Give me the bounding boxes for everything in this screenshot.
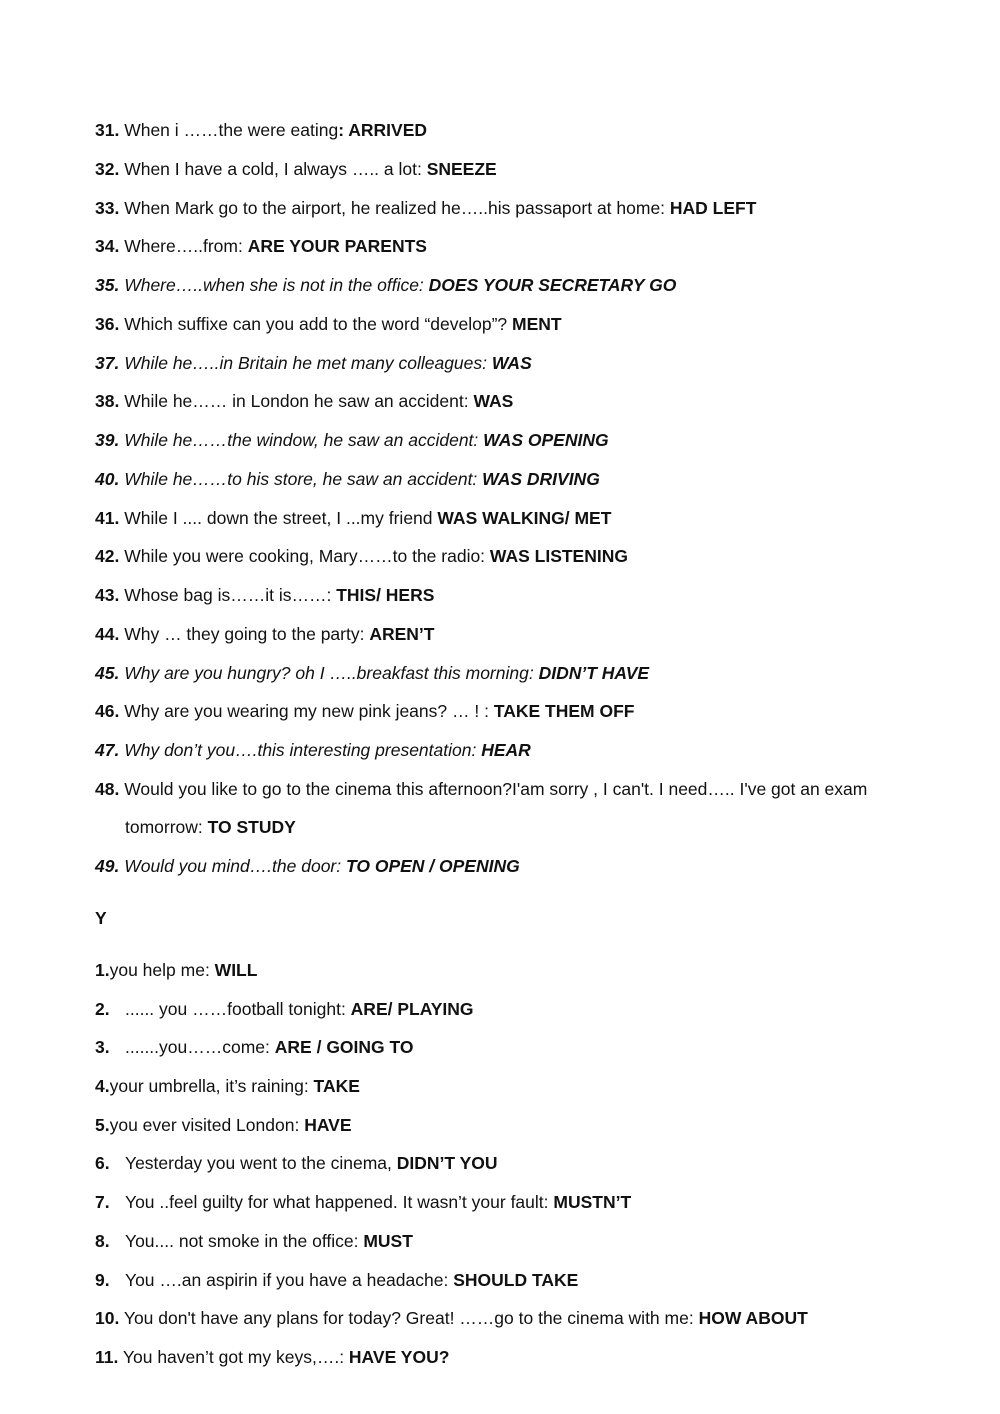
list-item — [95, 998, 935, 1020]
item-number: 38. — [95, 391, 120, 411]
item-number: 33. — [95, 198, 120, 218]
item-answer: WAS — [491, 353, 532, 373]
item-answer: HAD LEFT — [669, 198, 757, 218]
item-answer: MENT — [512, 314, 562, 334]
item-number: 11. — [95, 1347, 119, 1367]
item-question: When i ……the were eating — [124, 120, 339, 140]
item-question: your umbrella, it’s raining: — [109, 1076, 314, 1096]
item-question: You don't have any plans for today? Great! ……go to the cinema with me: — [123, 1308, 699, 1328]
list-item-continuation — [125, 816, 965, 838]
item-number: 46. — [95, 701, 120, 721]
list-item — [95, 778, 935, 800]
item-number: 47. — [95, 740, 120, 760]
list-item — [95, 700, 935, 722]
item-number: 32. — [95, 159, 120, 179]
item-number: 43. — [95, 585, 120, 605]
item-question: Yesterday you went to the cinema, — [125, 1153, 397, 1173]
item-answer: HOW ABOUT — [698, 1308, 808, 1328]
list-item — [95, 468, 935, 490]
item-number: 34. — [95, 236, 120, 256]
item-answer: HAVE — [304, 1115, 352, 1135]
item-answer: HEAR — [481, 740, 531, 760]
item-question: While he…..in Britain he met many colleagues: — [124, 353, 492, 373]
item-answer: WAS LISTENING — [489, 546, 628, 566]
item-answer: TO STUDY — [207, 817, 296, 837]
item-question: While I .... down the street, I ...my friend — [124, 508, 438, 528]
item-answer: AREN’T — [369, 624, 435, 644]
item-answer: TAKE THEM OFF — [493, 701, 635, 721]
item-question: Where…..when she is not in the office: — [124, 275, 429, 295]
item-question: Why are you hungry? oh I …..breakfast this morning: — [124, 663, 539, 683]
list-item — [95, 390, 935, 412]
item-question: While you were cooking, Mary……to the radio: — [124, 546, 490, 566]
list-item — [95, 1152, 935, 1174]
item-number: 35. — [95, 275, 120, 295]
list-item — [95, 855, 935, 877]
list-item — [95, 158, 935, 180]
item-question: While he……the window, he saw an accident: — [124, 430, 484, 450]
item-number: 31. — [95, 120, 120, 140]
list-item — [95, 1307, 935, 1329]
item-question: Would you mind….the door: — [124, 856, 346, 876]
list-item — [95, 1346, 935, 1368]
list-item — [95, 235, 935, 257]
list-item — [95, 1269, 935, 1291]
item-number: 3. — [95, 1037, 110, 1057]
list-item — [95, 959, 935, 981]
list-item — [95, 1191, 935, 1213]
list-item — [95, 429, 935, 451]
item-number: 40. — [95, 469, 120, 489]
item-number: 10. — [95, 1308, 120, 1328]
item-separator: : — [338, 120, 349, 140]
item-answer: DIDN’T YOU — [396, 1153, 498, 1173]
list-item — [95, 739, 935, 761]
item-number: 41. — [95, 508, 120, 528]
list-item — [95, 584, 935, 606]
item-question: You.... not smoke in the office: — [125, 1231, 364, 1251]
list-item — [95, 274, 935, 296]
item-number: 49. — [95, 856, 120, 876]
item-question: Whose bag is……it is……: — [124, 585, 337, 605]
item-number: 42. — [95, 546, 120, 566]
item-answer: TO OPEN / OPENING — [345, 856, 520, 876]
item-answer: WAS — [473, 391, 514, 411]
item-question: you help me: — [109, 960, 215, 980]
item-question: Why don’t you….this interesting presentation: — [124, 740, 482, 760]
item-question: When Mark go to the airport, he realized he…..his passaport at home: — [124, 198, 670, 218]
item-answer: HAVE YOU? — [348, 1347, 450, 1367]
list-item — [95, 507, 935, 529]
item-number: 7. — [95, 1192, 110, 1212]
item-question: .......you……come: — [125, 1037, 275, 1057]
item-question: Why … they going to the party: — [124, 624, 370, 644]
item-question: Would you like to go to the cinema this afternoon?I'am sorry , I can't. I need….. I've got an exam — [124, 779, 868, 799]
item-answer: SNEEZE — [426, 159, 497, 179]
item-number: 37. — [95, 353, 120, 373]
item-number: 45. — [95, 663, 120, 683]
item-question: While he…… in London he saw an accident: — [124, 391, 474, 411]
item-answer: MUSTN’T — [553, 1192, 632, 1212]
list-item — [95, 352, 935, 374]
list-item — [95, 1036, 935, 1058]
item-answer: ARE / GOING TO — [274, 1037, 414, 1057]
item-question: You ..feel guilty for what happened. It wasn’t your fault: — [125, 1192, 554, 1212]
item-number: 39. — [95, 430, 120, 450]
list-item — [95, 197, 935, 219]
item-answer: THIS/ HERS — [336, 585, 435, 605]
item-answer: WAS WALKING/ MET — [437, 508, 612, 528]
item-number: 44. — [95, 624, 120, 644]
item-number: 8. — [95, 1231, 110, 1251]
item-question: While he……to his store, he saw an accident: — [124, 469, 483, 489]
item-question: When I have a cold, I always ….. a lot: — [124, 159, 427, 179]
item-number: 4. — [95, 1076, 110, 1096]
list-item — [95, 545, 935, 567]
list-item — [95, 1230, 935, 1252]
item-number: 48. — [95, 779, 120, 799]
item-question: tomorrow: — [125, 817, 208, 837]
item-question: Which suffixe can you add to the word “develop”? — [124, 314, 513, 334]
item-number: 36. — [95, 314, 120, 334]
item-answer: ARE YOUR PARENTS — [247, 236, 427, 256]
item-answer: DIDN’T HAVE — [538, 663, 650, 683]
list-item — [95, 119, 935, 141]
item-answer: ARE/ PLAYING — [350, 999, 474, 1019]
item-question: Where…..from: — [124, 236, 248, 256]
item-answer: WAS DRIVING — [482, 469, 600, 489]
item-answer: ARRIVED — [348, 120, 428, 140]
list-item — [95, 623, 935, 645]
item-answer: MUST — [363, 1231, 413, 1251]
item-number: 5. — [95, 1115, 110, 1135]
item-number: 1. — [95, 960, 110, 980]
item-question: ...... you ……football tonight: — [125, 999, 351, 1019]
item-number: 6. — [95, 1153, 110, 1173]
section-heading: Y — [95, 908, 107, 928]
list-item — [95, 1114, 935, 1136]
item-answer: WILL — [214, 960, 258, 980]
item-answer: SHOULD TAKE — [453, 1270, 579, 1290]
list-item — [95, 1075, 935, 1097]
item-answer: TAKE — [313, 1076, 360, 1096]
item-question: you ever visited London: — [109, 1115, 305, 1135]
item-answer: WAS OPENING — [483, 430, 609, 450]
item-number: 9. — [95, 1270, 110, 1290]
item-question: You ….an aspirin if you have a headache: — [125, 1270, 454, 1290]
item-question: You haven’t got my keys,….: — [122, 1347, 349, 1367]
item-answer: DOES YOUR SECRETARY GO — [428, 275, 677, 295]
item-number: 2. — [95, 999, 110, 1019]
list-item — [95, 313, 935, 335]
list-item — [95, 662, 935, 684]
item-question: Why are you wearing my new pink jeans? … ! : — [124, 701, 494, 721]
